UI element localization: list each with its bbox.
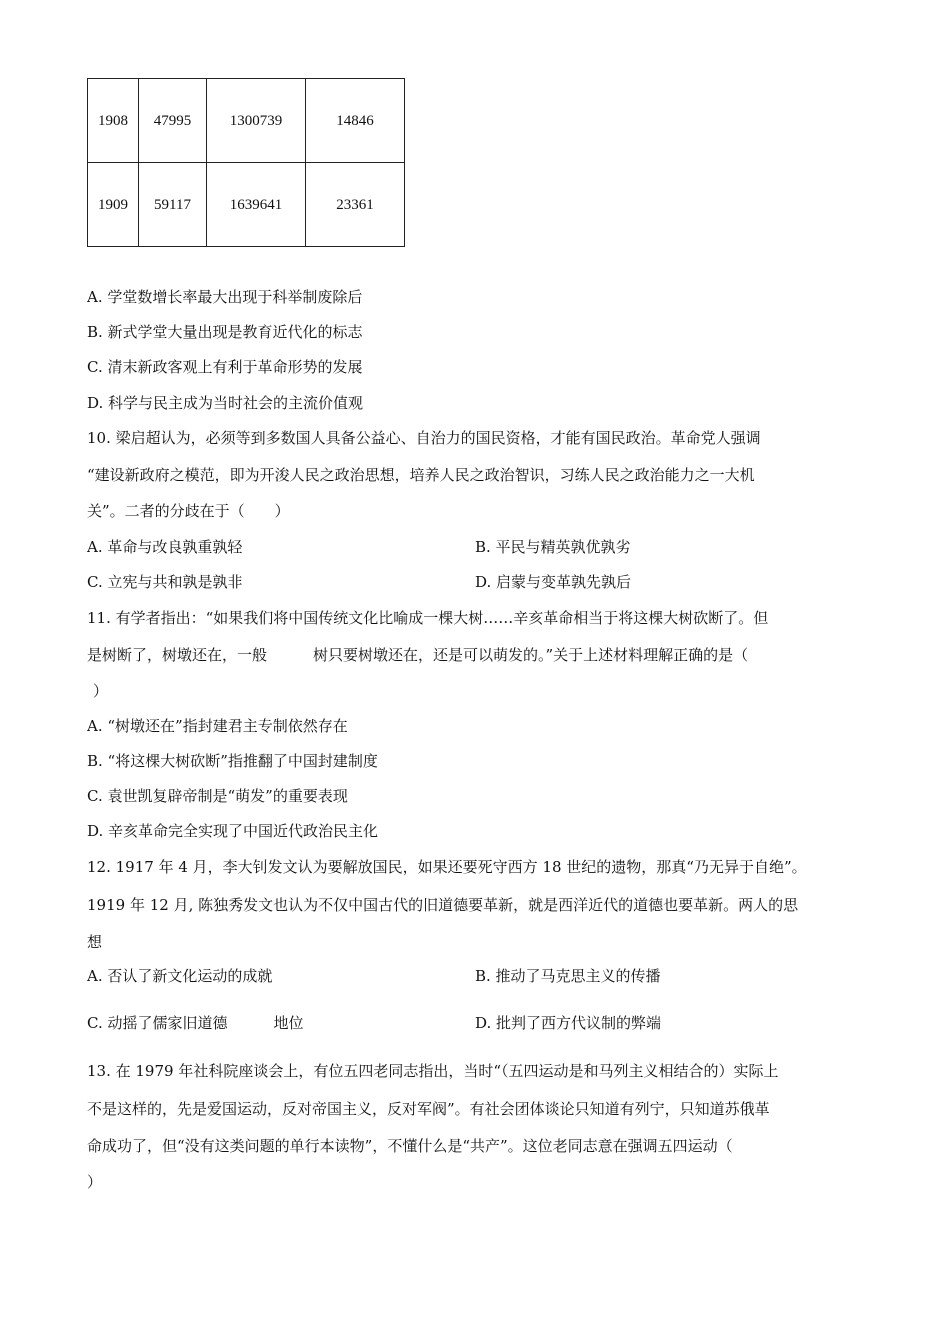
- q11-stem-line: 11. 有学者指出：“如果我们将中国传统文化比喻成一棵大树……辛亥革命相当于将这棵大树砍断了。但: [87, 609, 769, 627]
- table-cell: 23361: [306, 163, 405, 247]
- school-statistics-table: [87, 78, 405, 247]
- table-cell: 1300739: [207, 79, 306, 163]
- q12-option-c: C. 动摇了儒家旧道德 地位: [87, 1014, 304, 1032]
- q13-stem-line: 13. 在 1979 年社科院座谈会上，有位五四老同志指出，当时“（五四运动是和马列主义相结合的）实际上: [87, 1062, 779, 1080]
- q11-option-d: D. 辛亥革命完全实现了中国近代政治民主化: [87, 822, 379, 840]
- q10-stem-line: 关”。二者的分歧在于（ ）: [87, 502, 290, 520]
- q12-option-d: D. 批判了西方代议制的弊端: [475, 1014, 662, 1032]
- table-row: [88, 163, 405, 247]
- q12-option-a: A. 否认了新文化运动的成就: [87, 967, 273, 985]
- q10-option-b: B. 平民与精英孰优孰劣: [475, 538, 631, 556]
- year-cell: 1909: [88, 163, 139, 247]
- q12-option-b: B. 推动了马克思主义的传播: [475, 967, 661, 985]
- table-cell: 1639641: [207, 163, 306, 247]
- table-row: [88, 79, 405, 163]
- q13-stem-line: ）: [87, 1173, 103, 1191]
- q12-stem-line: 1919 年 12 月, 陈独秀发文也认为不仅中国古代的旧道德要革新，就是西洋近代的道德也要革新。两人的思: [87, 896, 799, 914]
- table-cell: 47995: [139, 79, 207, 163]
- q9-option-a: A. 学堂数增长率最大出现于科举制废除后: [87, 288, 363, 306]
- q11-option-b: B. “将这棵大树砍断”指推翻了中国封建制度: [87, 752, 378, 770]
- q11-option-a: A. “树墩还在”指封建君主专制依然存在: [87, 717, 348, 735]
- q10-stem-line: 10. 梁启超认为，必须等到多数国人具备公益心、自治力的国民资格，才能有国民政治。革命党人强调: [87, 429, 761, 447]
- table-cell: 14846: [306, 79, 405, 163]
- q9-option-b: B. 新式学堂大量出现是教育近代化的标志: [87, 323, 363, 341]
- year-cell: 1908: [88, 79, 139, 163]
- q11-stem-line: ）: [93, 682, 109, 700]
- q13-stem-line: 不是这样的，先是爱国运动，反对帝国主义，反对军阀”。有社会团体谈论只知道有列宁，只知道苏俄革: [87, 1100, 770, 1118]
- q10-stem-line: “建设新政府之模范，即为开浚人民之政治思想，培养人民之政治智识，习练人民之政治能力之一大机: [87, 466, 755, 484]
- q10-option-c: C. 立宪与共和孰是孰非: [87, 573, 243, 591]
- table-cell: 59117: [139, 163, 207, 247]
- q11-option-c: C. 袁世凯复辟帝制是“萌发”的重要表现: [87, 787, 348, 805]
- q12-stem-line: 12. 1917 年 4 月，李大钊发文认为要解放国民，如果还要死守西方 18 世纪的遗物，那真“乃无异于自绝”。: [87, 858, 807, 876]
- q11-stem-line: 是树断了，树墩还在，一般 树只要树墩还在，还是可以萌发的。”关于上述材料理解正确的是（: [87, 646, 749, 664]
- q13-stem-line: 命成功了，但“没有这类问题的单行本读物”，不懂什么是“共产”。这位老同志意在强调五四运动（: [87, 1137, 733, 1155]
- q12-stem-line: 想: [87, 933, 103, 951]
- q9-option-d: D. 科学与民主成为当时社会的主流价值观: [87, 394, 364, 412]
- q10-option-d: D. 启蒙与变革孰先孰后: [475, 573, 632, 591]
- q10-option-a: A. 革命与改良孰重孰轻: [87, 538, 243, 556]
- q9-option-c: C. 清末新政客观上有利于革命形势的发展: [87, 358, 363, 376]
